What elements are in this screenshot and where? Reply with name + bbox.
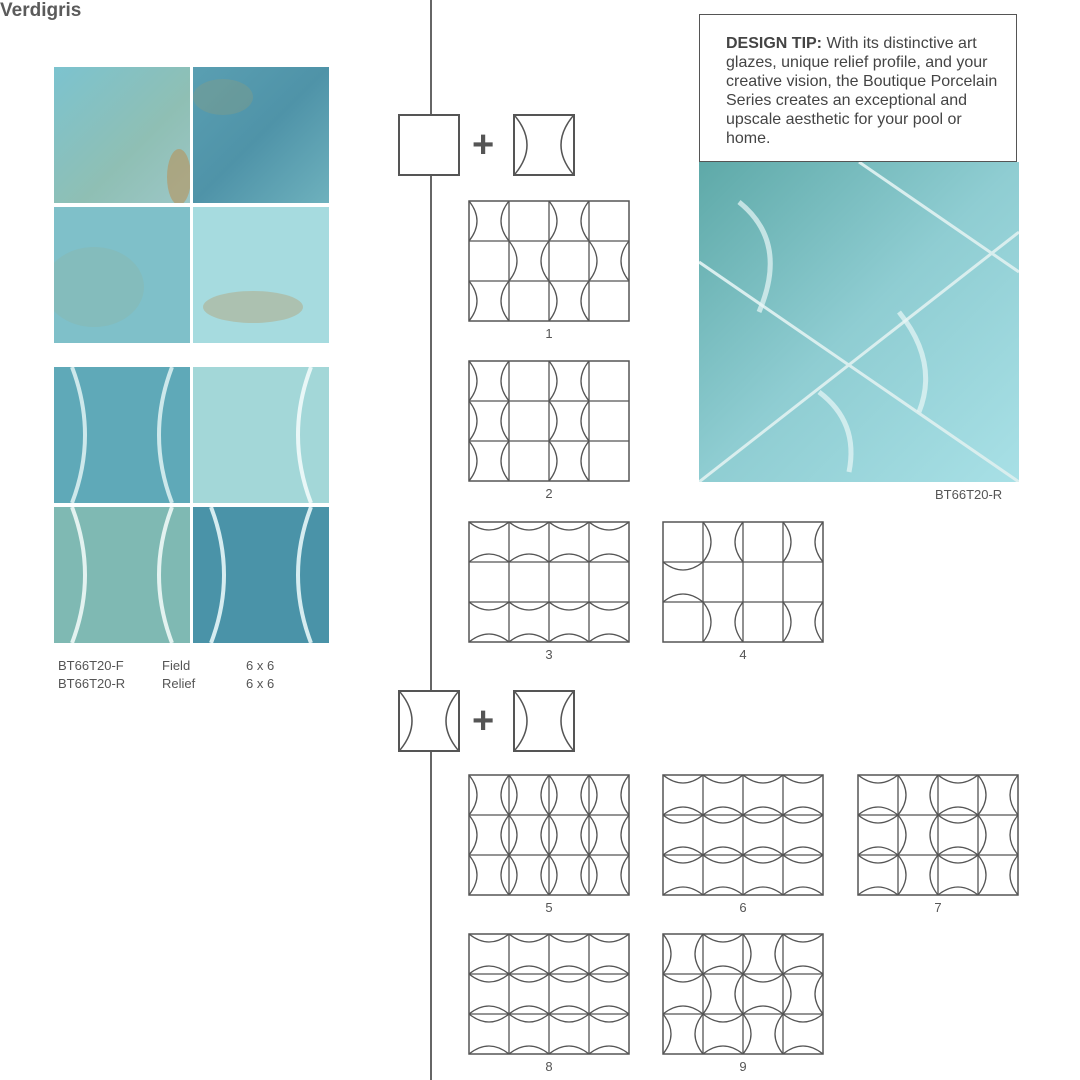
relief-tile-image xyxy=(193,367,329,503)
pattern-grid-icon xyxy=(468,933,630,1055)
pattern-number: 4 xyxy=(739,647,747,662)
plus-sign: + xyxy=(472,700,495,742)
pattern-grid-icon xyxy=(468,360,630,482)
pattern-grid-icon xyxy=(662,933,824,1055)
product-code: BT66T20-F xyxy=(58,658,124,673)
field-tile-image xyxy=(193,67,329,203)
design-tip-text: With its distinctive art glazes, unique relief profile, and your creative vision, the Boutique Porcelain Series creates an exceptional and upscale aesthetic for your pool or home. xyxy=(726,35,998,147)
field-tile-image xyxy=(54,67,190,203)
pattern-grid-icon xyxy=(662,521,824,643)
plus-sign: + xyxy=(472,124,495,166)
page-title: Verdigris xyxy=(0,0,82,21)
design-tip-box xyxy=(699,14,1017,162)
field-tile-image xyxy=(54,207,190,343)
relief-tile-image xyxy=(193,507,329,643)
design-tip-label: DESIGN TIP: xyxy=(726,35,823,52)
relief-tile-icon xyxy=(513,114,575,176)
product-type: Relief xyxy=(162,676,196,691)
pattern-grid-icon xyxy=(468,521,630,643)
photo-caption: BT66T20-R xyxy=(935,487,1003,502)
pattern-grid-icon xyxy=(468,200,630,322)
relief-tile-image xyxy=(54,367,190,503)
product-size: 6 x 6 xyxy=(246,676,275,691)
relief-tile-image xyxy=(54,507,190,643)
pattern-number: 1 xyxy=(545,326,553,341)
product-type: Field xyxy=(162,658,191,673)
field-tile-icon xyxy=(398,114,460,176)
pattern-grid-icon xyxy=(468,774,630,896)
product-size: 6 x 6 xyxy=(246,658,275,673)
pattern-number: 8 xyxy=(545,1059,553,1074)
relief-tile-icon xyxy=(398,690,460,752)
relief-tile-icon xyxy=(513,690,575,752)
pattern-number: 6 xyxy=(739,900,747,915)
pattern-grid-icon xyxy=(857,774,1019,896)
pattern-number: 7 xyxy=(934,900,942,915)
product-code: BT66T20-R xyxy=(58,676,126,691)
pattern-number: 9 xyxy=(739,1059,747,1074)
pattern-number: 3 xyxy=(545,647,553,662)
pattern-grid-icon xyxy=(662,774,824,896)
installation-photo xyxy=(699,162,1019,482)
field-tile-image xyxy=(193,207,329,343)
pattern-number: 5 xyxy=(545,900,553,915)
pattern-number: 2 xyxy=(545,486,553,501)
